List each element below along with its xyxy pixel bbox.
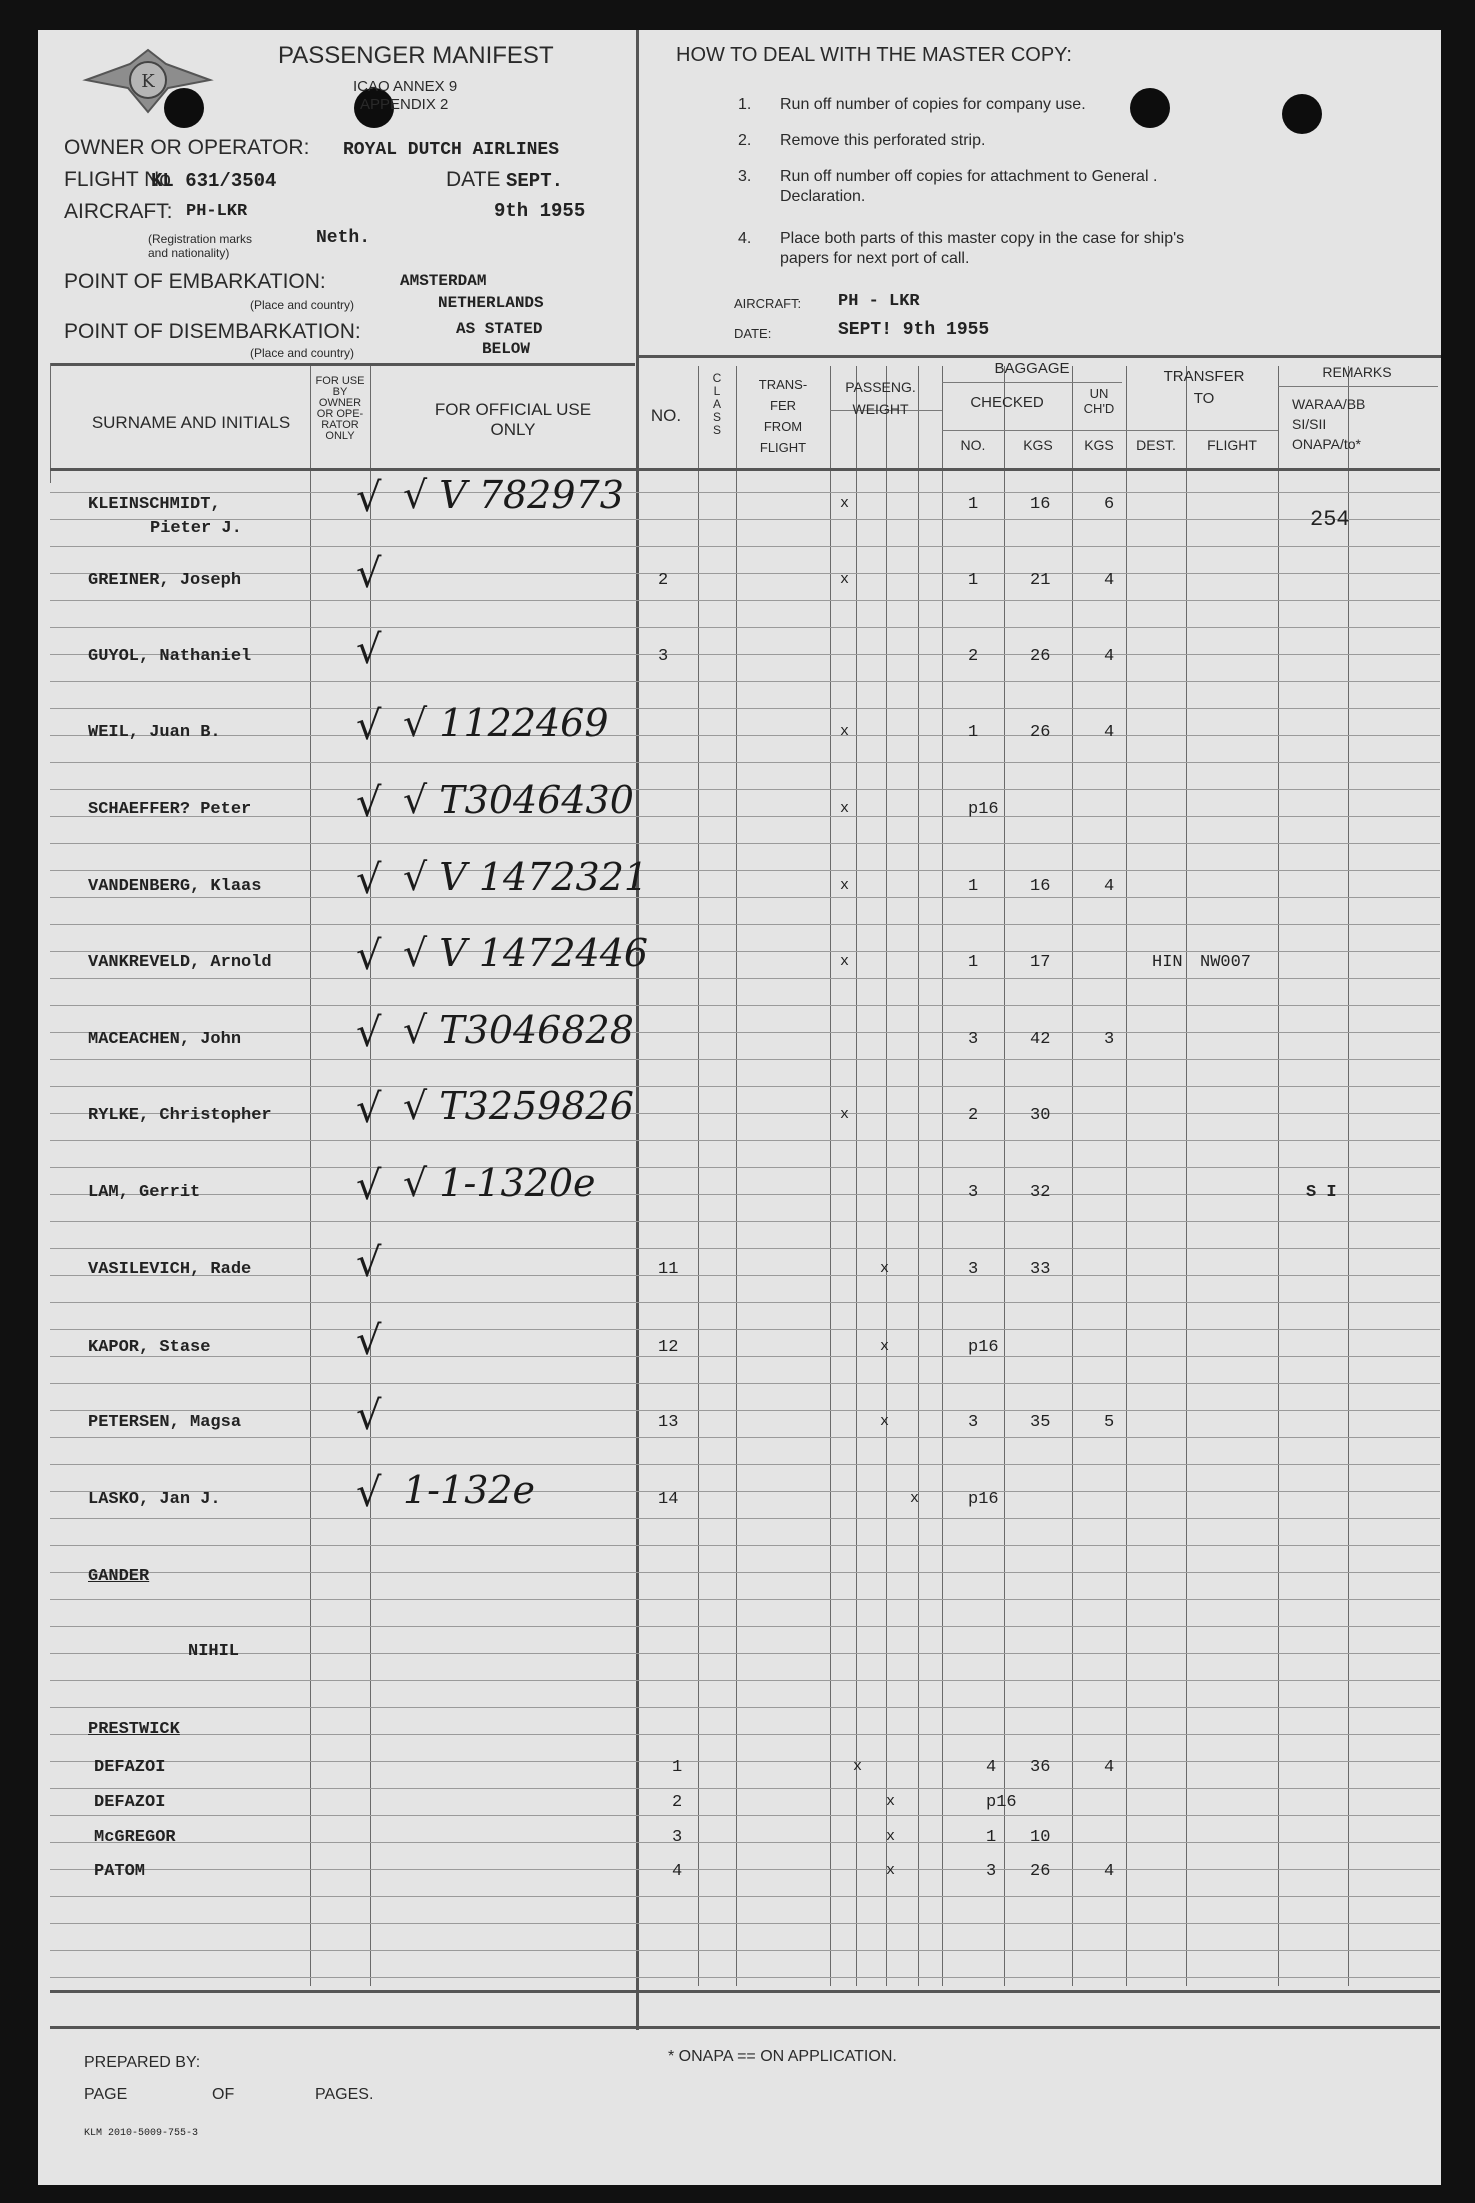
table-column-line [942,366,943,1986]
owner-check-mark: √ [356,551,382,597]
unchecked-kgs: 3 [1104,1030,1115,1049]
col-header-transfer-from: TRANS- FER FROM FLIGHT [758,377,808,455]
weight-mark-2: x [880,1260,890,1277]
disembarkation-note: (Place and country) [250,346,355,360]
onapa-footnote: * ONAPA == ON APPLICATION. [668,2048,897,2065]
owner-check-mark: √ [356,1318,382,1364]
punch-hole [1130,88,1170,128]
manifest-sheet [38,30,1441,2185]
table-row-line [50,1626,1440,1627]
transfer-dest: HIN [1152,953,1183,972]
instructions-aircraft-value: PH - LKR [838,292,920,311]
table-row-line [50,1680,1440,1681]
table-row-line [50,789,1440,790]
instruction-2: Remove this perforated strip. [780,132,986,149]
table-row-line [50,1410,1440,1411]
remarks-entry: S I [1306,1183,1337,1202]
aircraft-value: PH-LKR [186,202,248,221]
table-row-line [50,1923,1440,1924]
pages-label: PAGES. [315,2086,374,2103]
owner-check-mark: √ [356,1163,382,1209]
passenger-name: DEFAZOI [94,1793,166,1812]
baggage-count: 1 [968,495,979,514]
header-divider [636,30,639,2030]
baggage-count: 1 [986,1828,997,1847]
instruction-3-num: 3. [738,168,752,185]
instructions-date-value: SEPT! 9th 1955 [838,320,990,340]
instructions-aircraft-label: AIRCRAFT: [734,296,802,311]
embarkation-city: AMSTERDAM [400,272,487,290]
passenger-number: 2 [658,571,669,590]
baggage-count: p16 [968,1490,999,1509]
passenger-number: 14 [658,1490,679,1509]
disembarkation-value1: AS STATED [456,320,543,338]
passenger-name: GUYOL, Nathaniel [88,647,252,666]
col-header-bag-no: NO. [960,437,986,453]
date-label: DATE [446,168,501,191]
owner-check-mark: √ [356,1086,382,1132]
table-bottom-rule [50,1990,1440,1993]
col-header-no: NO. [650,406,682,425]
table-row-line [50,735,1440,736]
form-subtitle-appendix: APPENDIX 2 [360,96,449,113]
table-row-line [50,1032,1440,1033]
table-column-line [1126,366,1127,1986]
instruction-4-num: 4. [738,230,752,247]
weight-mark-2: x [880,1338,890,1355]
weight-mark-1: x [840,495,850,512]
official-use-entry: √ T3046828 [403,1008,634,1052]
unchecked-kgs: 6 [1104,495,1115,514]
passenger-name: KAPOR, Stase [88,1338,211,1357]
col-header-flight: FLIGHT [1207,437,1257,453]
passenger-name: VANDENBERG, Klaas [88,877,262,896]
flight-value: KL 631/3504 [151,170,277,192]
baggage-count: 4 [986,1758,997,1777]
table-row-line [50,627,1440,628]
instruction-1: Run off number of copies for company use. [780,96,1086,113]
baggage-kgs: 16 [1030,495,1051,514]
official-use-entry: √ V 1472446 [403,931,649,975]
table-row-line [50,1302,1440,1303]
header-subrule [1278,386,1438,387]
table-row-line [50,573,1440,574]
baggage-count: 2 [968,1106,979,1125]
table-row-line [50,1545,1440,1546]
table-row-line [50,1491,1440,1492]
baggage-kgs: 16 [1030,877,1051,896]
instructions-title: HOW TO DEAL WITH THE MASTER COPY: [676,44,1072,66]
official-use-entry: √ V 782973 [403,473,624,517]
table-row-line [50,654,1440,655]
aircraft-label: AIRCRAFT: [64,200,173,223]
weight-mark-1: x [840,1106,850,1123]
passenger-number: 13 [658,1413,679,1432]
baggage-kgs: 32 [1030,1183,1051,1202]
table-column-line [856,366,857,1986]
table-row-line [50,708,1440,709]
col-header-official-use: FOR OFFICIAL USE ONLY [434,400,592,439]
col-header-passenger-weight: PASSENG. WEIGHT [845,379,916,417]
weight-mark-1: x [853,1758,863,1775]
instruction-3-cont: Declaration. [780,188,866,205]
weight-mark-2: x [886,1828,896,1845]
table-row-line [50,1356,1440,1357]
table-row-line [50,1194,1440,1195]
weight-mark-1: x [840,723,850,740]
unchecked-kgs: 4 [1104,877,1115,896]
unchecked-kgs: 4 [1104,647,1115,666]
passenger-name: McGREGOR [94,1828,176,1847]
form-code: KLM 2010-5009-755-3 [84,2128,199,2139]
table-row-line [50,1059,1440,1060]
disembarkation-value2: BELOW [482,340,531,358]
table-row-line [50,519,1440,520]
baggage-count: 3 [968,1260,979,1279]
weight-mark-3: x [910,1490,920,1507]
unchecked-kgs: 4 [1104,1758,1115,1777]
owner-check-mark: √ [356,933,382,979]
table-top-rule-right [638,355,1441,358]
date-value-month: SEPT. [506,170,564,192]
official-use-entry: √ T3259826 [403,1084,634,1128]
date-value-day: 9th 1955 [494,200,586,222]
passenger-name: VANKREVELD, Arnold [88,953,272,972]
table-row-line [50,1842,1440,1843]
table-row-line [50,1275,1440,1276]
table-row-line [50,1167,1440,1168]
instruction-4-cont: papers for next port of call. [780,250,970,267]
table-row-line [50,1653,1440,1654]
passenger-name: DEFAZOI [94,1758,166,1777]
owner-check-mark: √ [356,1240,382,1286]
passenger-name: GREINER, Joseph [88,571,242,590]
baggage-count: 1 [968,723,979,742]
remarks-number: 254 [1310,507,1350,532]
col-header-surname: SURNAME AND INITIALS [91,413,291,432]
passenger-name: RYLKE, Christopher [88,1106,272,1125]
prepared-by-label: PREPARED BY: [84,2054,201,2071]
owner-check-mark: √ [356,703,382,749]
baggage-kgs: 26 [1030,723,1051,742]
unchecked-kgs: 4 [1104,723,1115,742]
registration-value: Neth. [316,228,371,248]
table-row-line [50,762,1440,763]
of-label: OF [212,2086,235,2103]
baggage-kgs: 35 [1030,1413,1051,1432]
form-subtitle-annex: ICAO ANNEX 9 [353,78,458,95]
passenger-number: 3 [672,1828,683,1847]
table-column-line [830,366,831,1986]
owner-value: ROYAL DUTCH AIRLINES [343,140,560,160]
table-row-line [50,492,1440,493]
header-bottom-rule [50,468,1440,471]
official-use-entry: √ V 1472321 [403,855,649,899]
baggage-kgs: 26 [1030,647,1051,666]
owner-label: OWNER OR OPERATOR: [64,136,310,159]
baggage-count: 1 [968,877,979,896]
baggage-kgs: 26 [1030,1862,1051,1881]
passenger-name: PATOM [94,1862,146,1881]
passenger-name: LAM, Gerrit [88,1183,201,1202]
table-row-line [50,1734,1440,1735]
passenger-name: MACEACHEN, John [88,1030,242,1049]
weight-mark-2: x [886,1793,896,1810]
baggage-count: 1 [968,953,979,972]
baggage-kgs: 30 [1030,1106,1051,1125]
passenger-name: VASILEVICH, Rade [88,1260,252,1279]
table-bottom-rule [50,2026,1440,2029]
flight-label: FLIGHT No [64,168,171,191]
table-row-line [50,1815,1440,1816]
table-left-edge [50,363,51,483]
header-subrule [942,430,1126,431]
table-column-line [1004,366,1005,1986]
baggage-kgs: 21 [1030,571,1051,590]
official-use-entry: √ 1-1320e [403,1161,596,1205]
page-label: PAGE [84,2086,128,2103]
instruction-2-num: 2. [738,132,752,149]
table-row-line [50,1572,1440,1573]
table-row-line [50,1761,1440,1762]
table-row-line [50,978,1440,979]
table-top-rule [50,363,635,366]
passenger-number: 2 [672,1793,683,1812]
baggage-kgs: 17 [1030,953,1051,972]
baggage-count: 3 [968,1030,979,1049]
unchecked-kgs: 5 [1104,1413,1115,1432]
table-row-line [50,1977,1440,1978]
table-column-line [1186,366,1187,1986]
baggage-kgs: 33 [1030,1260,1051,1279]
passenger-name: LASKO, Jan J. [88,1490,221,1509]
passenger-number: 3 [658,647,669,666]
owner-check-mark: √ [356,627,382,673]
owner-check-mark: √ [356,780,382,826]
passenger-name: GANDER [88,1567,150,1586]
baggage-kgs: 10 [1030,1828,1051,1847]
passenger-number: 11 [658,1260,679,1279]
table-row-line [50,816,1440,817]
table-row-line [50,546,1440,547]
unchecked-kgs: 4 [1104,1862,1115,1881]
table-row-line [50,897,1440,898]
instruction-1-num: 1. [738,96,752,113]
table-row-line [50,1086,1440,1087]
table-column-line [1278,366,1279,1986]
weight-mark-1: x [840,571,850,588]
table-row-line [50,1599,1440,1600]
baggage-kgs: 36 [1030,1758,1051,1777]
table-column-line [736,366,737,1986]
official-use-entry: √ T3046430 [403,778,634,822]
baggage-count: 1 [968,571,979,590]
unchecked-kgs: 4 [1104,571,1115,590]
baggage-kgs: 42 [1030,1030,1051,1049]
owner-check-mark: √ [356,1393,382,1439]
table-row-line [50,1329,1440,1330]
official-use-entry: √ 1122469 [403,701,609,745]
table-row-line [50,1383,1440,1384]
table-row-line [50,1950,1440,1951]
table-column-line [886,366,887,1986]
passenger-number: 1 [672,1758,683,1777]
header-subrule [942,382,1122,383]
table-row-line [50,681,1440,682]
passenger-name: WEIL, Juan B. [88,723,221,742]
instructions-date-label: DATE: [734,326,772,341]
header-subrule [1126,430,1278,431]
owner-check-mark: √ [356,857,382,903]
registration-note: (Registration marks [148,232,253,246]
table-row-line [50,600,1440,601]
nationality-note: and nationality) [148,246,230,260]
table-row-line [50,1869,1440,1870]
disembarkation-label: POINT OF DISEMBARKATION: [64,320,361,343]
col-header-owner-use: FOR USE BY OWNER OR OPE- RATOR ONLY [315,375,365,442]
baggage-count: 2 [968,647,979,666]
table-column-line [1348,366,1349,1986]
col-header-dest: DEST. [1136,437,1176,453]
transfer-flight: NW007 [1200,953,1252,972]
punch-hole [164,88,204,128]
table-row-line [50,1518,1440,1519]
passenger-name: PRESTWICK [88,1720,180,1739]
passenger-name-cont: Pieter J. [150,519,242,538]
passenger-name: PETERSEN, Magsa [88,1413,242,1432]
passenger-name: NIHIL [188,1642,240,1661]
owner-check-mark: √ [356,1010,382,1056]
passenger-name: KLEINSCHMIDT, [88,495,221,514]
col-header-checked: CHECKED [970,394,1044,411]
col-header-transfer-to: TRANSFER TO [1163,368,1245,407]
table-row-line [50,843,1440,844]
passenger-name: SCHAEFFER? Peter [88,800,252,819]
weight-mark-1: x [840,877,850,894]
col-header-class: C L A S S [712,371,722,437]
col-header-baggage: BAGGAGE [994,360,1070,377]
official-use-entry: 1-132e [403,1468,536,1512]
col-header-bag-kgs: KGS [1023,437,1053,453]
baggage-count: p16 [986,1793,1017,1812]
owner-check-mark: √ [356,475,382,521]
weight-mark-2: x [886,1862,896,1879]
table-row-line [50,1788,1440,1789]
table-row-line [50,870,1440,871]
baggage-count: p16 [968,1338,999,1357]
table-row-line [50,951,1440,952]
punch-hole [1282,94,1322,134]
col-header-unch-kgs: KGS [1084,437,1114,453]
table-column-line [1072,366,1073,1986]
embarkation-label: POINT OF EMBARKATION: [64,270,326,293]
col-header-unchecked: UN CH'D [1083,386,1115,416]
svg-text:K: K [141,71,155,92]
passenger-number: 12 [658,1338,679,1357]
table-column-line [698,366,699,1986]
weight-mark-1: x [840,800,850,817]
passenger-number: 4 [672,1862,683,1881]
embarkation-country: NETHERLANDS [438,294,544,312]
instruction-3: Run off number off copies for attachment to General . [780,168,1158,185]
baggage-count: p16 [968,800,999,819]
table-row-line [50,1464,1440,1465]
baggage-count: 3 [986,1862,997,1881]
table-row-line [50,1140,1440,1141]
baggage-count: 3 [968,1413,979,1432]
table-row-line [50,1248,1440,1249]
weight-mark-1: x [840,953,850,970]
table-row-line [50,1896,1440,1897]
table-row-line [50,1437,1440,1438]
form-title: PASSENGER MANIFEST [278,42,554,69]
table-column-line [918,366,919,1986]
instruction-4: Place both parts of this master copy in the case for ship's [780,230,1185,247]
table-row-line [50,1005,1440,1006]
weight-mark-2: x [880,1413,890,1430]
col-header-remarks-codes: WARAA/BB SI/SII ONAPA/to* [1292,396,1366,452]
baggage-count: 3 [968,1183,979,1202]
embarkation-note: (Place and country) [250,298,355,312]
col-header-remarks: REMARKS [1322,364,1392,380]
owner-check-mark: √ [356,1470,382,1516]
table-row-line [50,924,1440,925]
table-row-line [50,1221,1440,1222]
table-column-line [310,366,311,1986]
table-row-line [50,1707,1440,1708]
